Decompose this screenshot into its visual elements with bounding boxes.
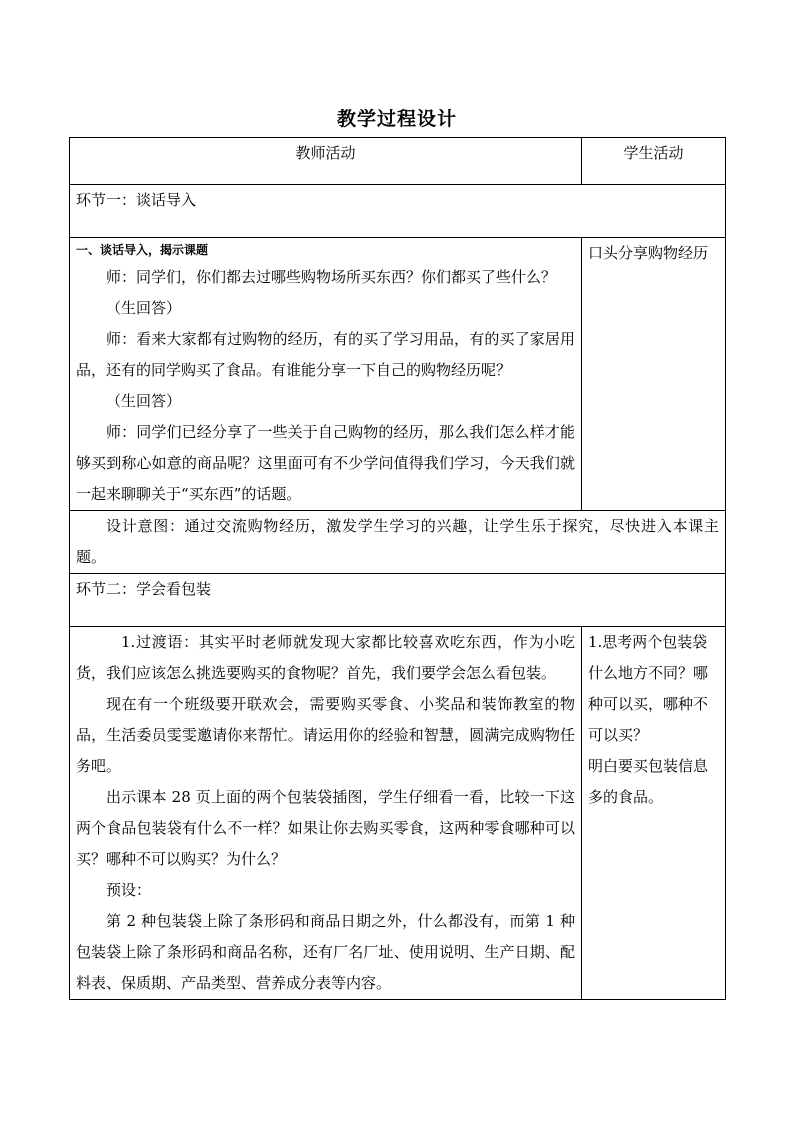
- section2-paragraph: 预设：: [106, 881, 152, 899]
- section2-content-row: [70, 627, 726, 1000]
- section2-student-text: 1.思考两个包装袋什么地方不同？哪种可以买，哪种不可以买？: [588, 633, 709, 744]
- section1-paragraph: （生回答）: [106, 392, 182, 410]
- section2-teacher-cell: [70, 627, 582, 1000]
- section2-label: 环节二：学会看包装: [70, 574, 726, 627]
- section2-paragraph: 出示课本 28 页上面的两个包装袋插图，学生仔细看一看，比较一下这两个食品包装袋有什么不一样？如果让你去购买零食，这两种零食哪种可以买？哪种不可以购买？为什么？: [76, 788, 575, 868]
- table-header-row: [70, 138, 726, 185]
- lesson-plan-table: [69, 137, 726, 1000]
- section1-paragraph: 师：同学们，你们都去过哪些购物场所买东西？你们都买了些什么？: [106, 268, 557, 286]
- section2-student-text: 明白要买包装信息多的食品。: [588, 757, 709, 806]
- section1-content-row: [70, 238, 726, 511]
- section1-student-text: 口头分享购物经历: [588, 244, 709, 262]
- section2-label-row: [70, 574, 726, 627]
- design-intent-text: 设计意图：通过交流购物经历，激发学生学习的兴趣，让学生乐于探究，尽快进入本课主题。: [76, 517, 719, 566]
- section2-paragraph: 1.过渡语：其实平时老师就发现大家都比较喜欢吃东西，作为小吃货，我们应该怎么挑选要购买的食物呢？首先，我们要学会怎么看包装。: [76, 633, 575, 682]
- design-intent-row: [70, 511, 726, 574]
- teacher-activity-header: 教师活动: [70, 138, 582, 185]
- section2-paragraph: 现在有一个班级要开联欢会，需要购买零食、小奖品和装饰教室的物品，生活委员雯雯邀请你来帮忙。请运用你的经验和智慧，圆满完成购物任务吧。: [76, 695, 575, 775]
- section1-paragraph: （生回答）: [106, 299, 182, 317]
- student-activity-header: 学生活动: [582, 138, 726, 185]
- section2-paragraph: 第 2 种包装袋上除了条形码和商品日期之外，什么都没有，而第 1 种包装袋上除了条形码和商品名称，还有厂名厂址、使用说明、生产日期、配料表、保质期、产品类型、营养成分表等内容。: [76, 912, 575, 992]
- page-title: 教学过程设计: [336, 108, 457, 130]
- section1-heading: 一、谈话导入，揭示课题: [76, 243, 209, 257]
- section1-student-cell: [582, 238, 726, 511]
- section1-teacher-cell: [70, 238, 582, 511]
- design-intent-cell: [70, 511, 726, 574]
- section1-label: 环节一：谈话导入: [70, 185, 726, 238]
- section2-student-cell: [582, 627, 726, 1000]
- section1-label-row: [70, 185, 726, 238]
- section1-paragraph: 师：看来大家都有过购物的经历，有的买了学习用品，有的买了家居用品，还有的同学购买了食品。有谁能分享一下自己的购物经历呢？: [76, 330, 575, 379]
- section1-paragraph: 师：同学们已经分享了一些关于自己购物的经历，那么我们怎么样才能够买到称心如意的商品呢？这里面可有不少学问值得我们学习，今天我们就一起来聊聊关于“买东西”的话题。: [76, 423, 575, 503]
